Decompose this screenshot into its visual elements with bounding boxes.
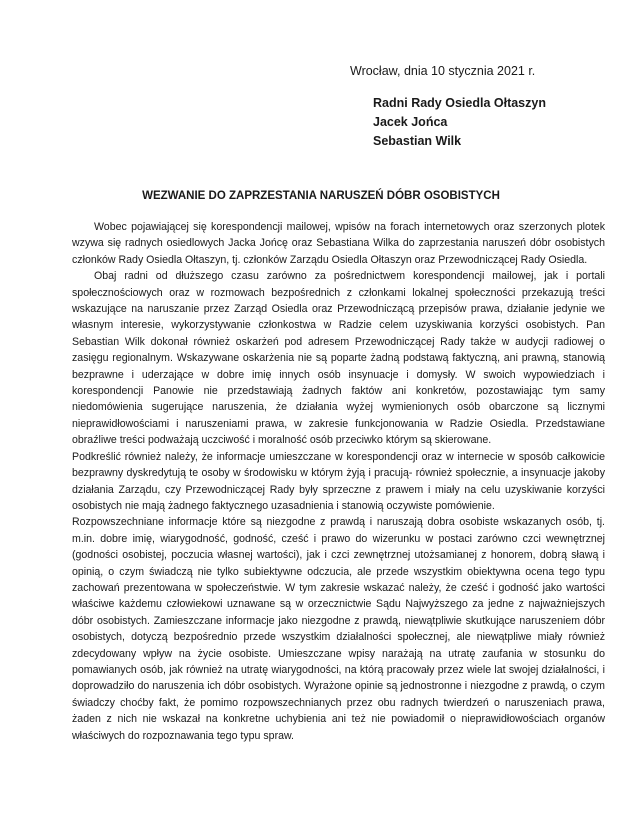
paragraph: Obaj radni od dłuższego czasu zarówno za pośrednictwem korespondencji mailowej, jak i portali społecznościowych oraz w rozmowach bezpośrednich z członkami lokalnej społeczności przekazują treści wskazujące na naruszanie przez Zarząd Osiedla oraz Przewodniczącą przepisów prawa, działanie jedynie we własnym interesie, wykorzystywanie członkostwa w Radzie celem uzyskiwania korzyści osobistych. Pan Sebastian Wilk dokonał również oskarżeń pod adresem Przewodniczącej Rady także w audycji radiowej o zasięgu regionalnym. Wskazywane oskarżenia nie są poparte żadną podstawą faktyczną, ani prawną, stanowią bezprawne i uderzające w dobre imię innych osób insynuacje i domysły. W swoich wypowiedziach i korespondencji Panowie nie przedstawiają żadnych faktów ani konkretów, pozostawiając tym samy niedomówienia sugerujące naruszenia, że działania wyżej wymienionych osób obarczone są licznymi nieprawidłowościami i naruszeniami prawa, w zakresie funkcjonowania w Radzie Osiedla. Przedstawiane obraźliwe treści podważają uczciwość i moralność osób przeciwko którym są skierowane. <box>72 270 605 447</box>
paragraph: Rozpowszechniane informacje które są niezgodne z prawdą i naruszają dobra osobiste wskazanych osób, tj. m.in. dobre imię, wiarygodność, godność, cześć i prawo do wizerunku w postaci zarówno czci wewnętrznej (godności osobistej, poczucia własnej wartości), jak i czci zewnętrznej utożsamianej z honorem, dobrą sławą i opinią, o czym świadczą nie tylko subiektywne odczucia, ale przede wszystkim obiektywna ocena tego typu zachowań prezentowana w społeczeństwie. W tym zakresie wskazać należy, że cześć i godność jako wartości właściwe każdemu człowiekowi uznawane są w orzecznictwie Sądu Najwyższego za jedne z najważniejszych dóbr osobistych. Zamieszczane informacje jako niezgodne z prawdą, niewątpliwie skutkujące naruszeniem dóbr osobistych, dotyczą bezpośrednio przede wszystkim działalności społecznej, ale niewątpliwe miały również zdecydowany wpływ na życie osobiste. Umieszczane wpisy narażają na utratę zaufania w stosunku do pomawianych osób, jak również na utratę wiarygodności, na którą pracowały przez wiele lat swojej działalności, i doprowadziło do naruszenia ich dóbr osobistych. Wyrażone opinie są jednostronne i niezgodne z prawdą, o czym świadczy choćby fakt, że pomimo rozpowszechnianych przez obu radnych twierdzeń o naruszeniach prawa, żaden z nich nie wskazał na konkretne uchybienia ani też nie powiadomił o nieprawidłowościach organów właściwych do rozpoznawania tego typu spraw. <box>72 516 605 742</box>
recipient-name: Jacek Jońca <box>373 115 448 129</box>
place-date: Wrocław, dnia 10 stycznia 2021 r. <box>350 64 536 78</box>
recipient-name: Sebastian Wilk <box>373 134 462 148</box>
recipients-block <box>373 94 546 151</box>
document-title: WEZWANIE DO ZAPRZESTANIA NARUSZEŃ DÓBR OSOBISTYCH <box>142 190 500 202</box>
paragraph: Wobec pojawiającej się korespondencji mailowej, wpisów na forach internetowych oraz szerzonych plotek wzywa się radnych osiedlowych Jacka Jońcę oraz Sebastiana Wilka do zaprzestania naruszeń dóbr osobistych członków Rady Osiedla Ołtaszyn, tj. członków Zarządu Osiedla Ołtaszyn oraz Przewodniczącej Rady Osiedla. <box>72 221 605 266</box>
letter-body <box>72 219 605 744</box>
paragraph: Podkreślić również należy, że informacje umieszczane w korespondencji oraz w internecie w sposób całkowicie bezprawny dyskredytują te osoby w środowisku w którym żyją i pracują- również społecznie, a insynuacje jakoby działania Zarządu, czy Przewodniczącej Rady były sprzeczne z prawem i miały na celu uzyskiwanie korzyści osobistych nie mają żadnego faktycznego uzasadnienia i stanowią oczywiste pomówienie. <box>72 450 605 512</box>
recipient-council: Radni Rady Osiedla Ołtaszyn <box>373 96 546 110</box>
